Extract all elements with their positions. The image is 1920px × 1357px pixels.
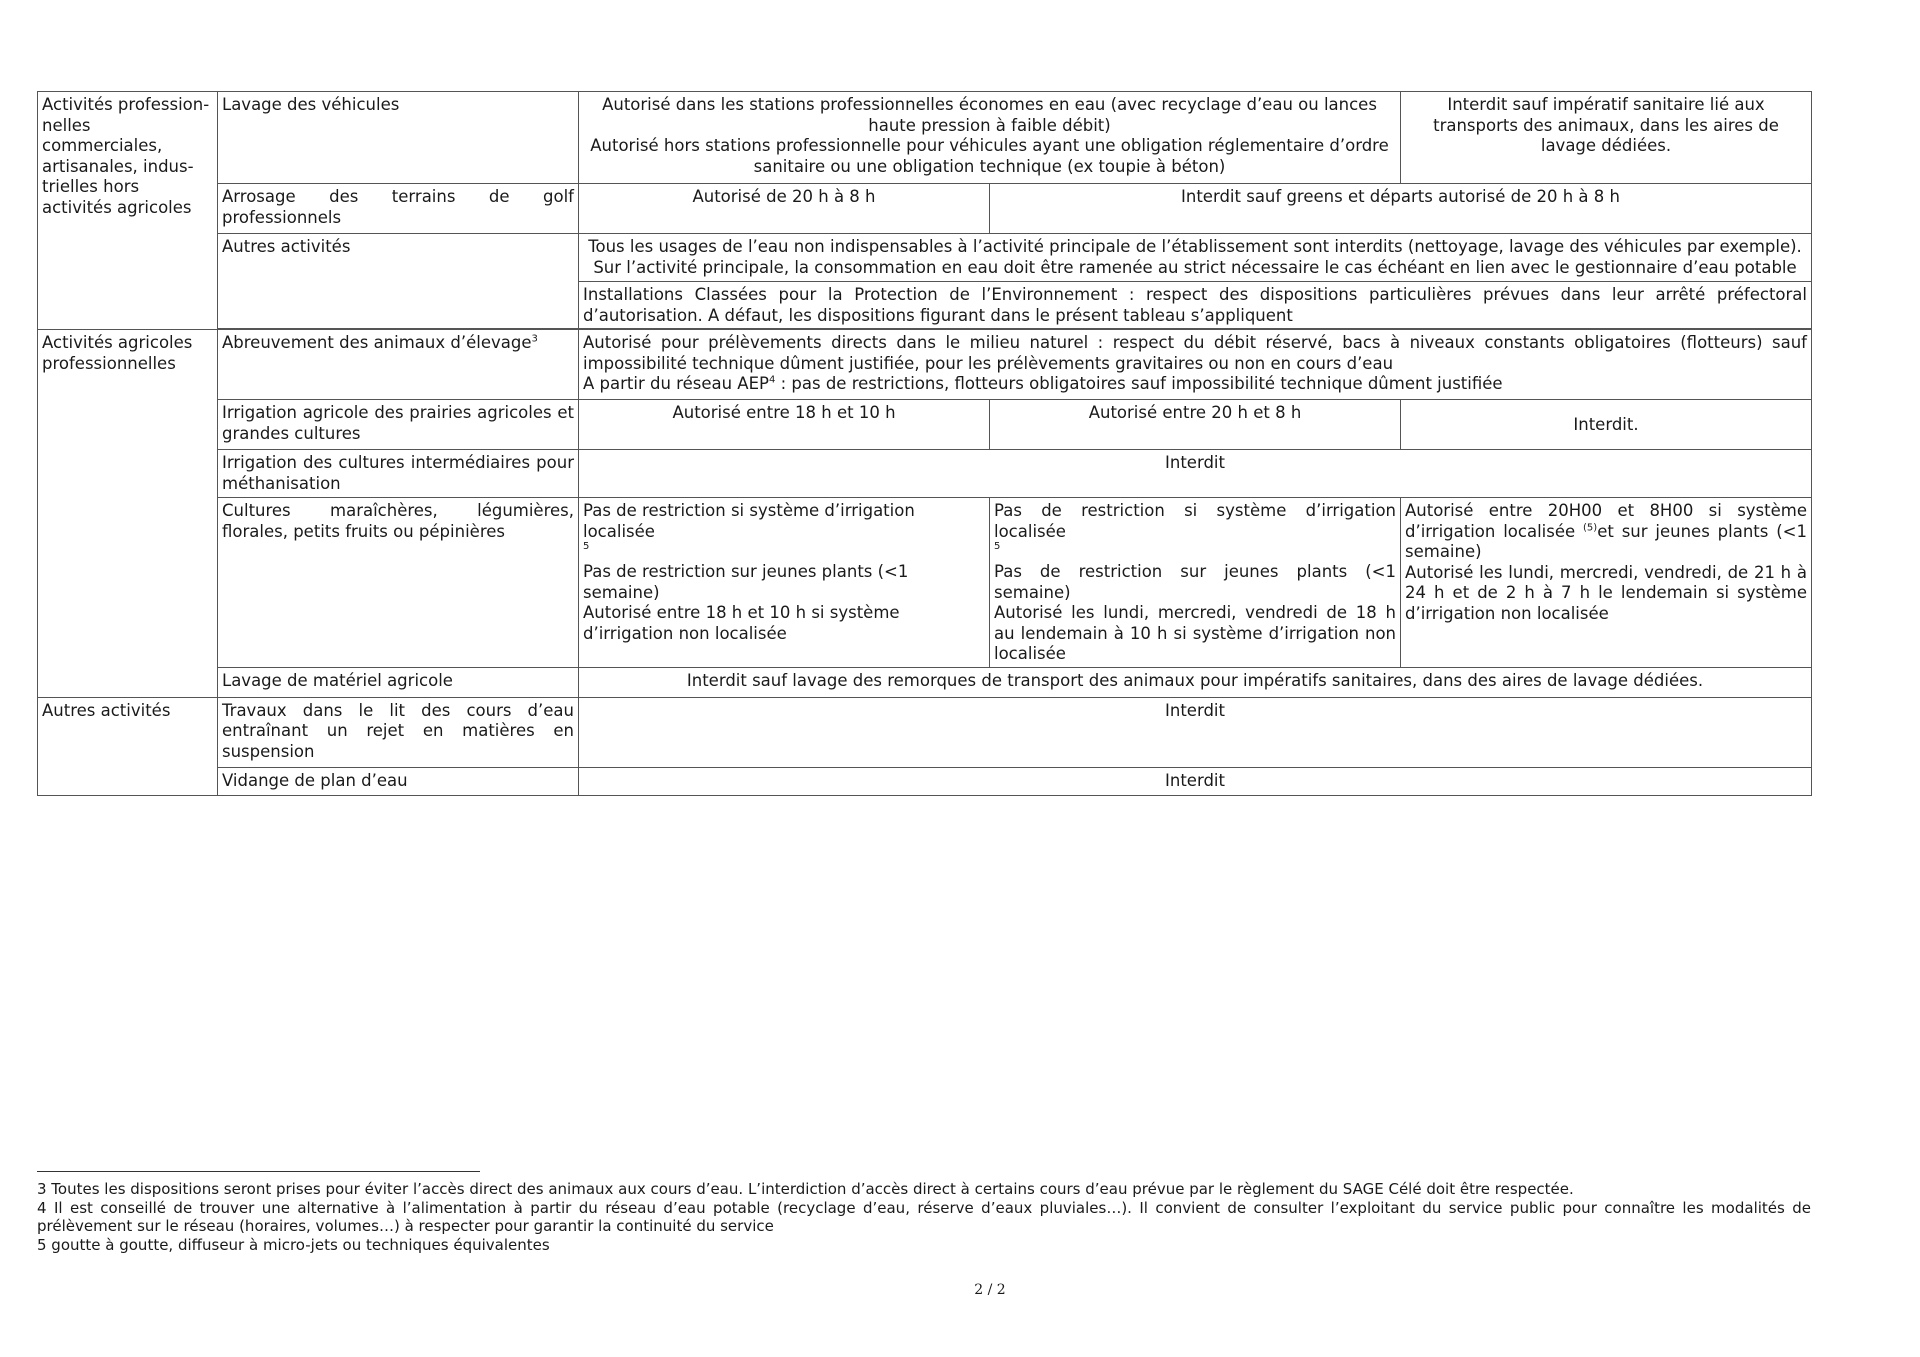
- activity-label: Cultures maraîchères, légumières, florales, petits fruits ou pépinières: [222, 501, 574, 541]
- table-row: [38, 667, 1812, 697]
- rule-cell: [579, 498, 990, 668]
- rule-cell: [579, 697, 1812, 767]
- rule-cell: [990, 400, 1401, 450]
- activity-label: Irrigation agricole des prairies agricoles et grandes cultures: [222, 403, 574, 443]
- rule-cell: [579, 282, 1812, 329]
- rule-cell: [579, 450, 1812, 498]
- rule-text: Interdit: [1165, 453, 1225, 472]
- rule-text: Autorisé entre 18 h et 10 h: [672, 403, 896, 422]
- rule-cell: [990, 184, 1812, 234]
- restrictions-table: [37, 91, 1812, 796]
- rule-cell: [579, 767, 1812, 795]
- category-label: Autres activités: [42, 700, 171, 720]
- activity-cell: [218, 330, 579, 400]
- rule-cell: [579, 92, 1401, 184]
- table-row: [38, 234, 1812, 282]
- activity-label: Vidange de plan d’eau: [222, 770, 408, 790]
- activity-cell: [218, 450, 579, 498]
- rule-text: Interdit sauf lavage des remorques de transport des animaux pour impératifs sanitaires, dans des aires de lavage dédiées.: [686, 670, 1704, 690]
- footnote-5: 5 goutte à goutte, diffuseur à micro-jets ou techniques équivalentes: [37, 1235, 550, 1254]
- rule-cell: [1401, 92, 1812, 184]
- activity-cell: [218, 697, 579, 767]
- rule-text: Autorisé entre 20 h et 8 h: [1088, 403, 1302, 422]
- footnote-ref: (5): [1583, 522, 1598, 533]
- rule-text: Pas de restriction sur jeunes plants (<1 semaine): [994, 562, 1396, 602]
- rule-text: Autorisé pour prélèvements directs dans le milieu naturel : respect du débit réservé, bacs à niveaux constants obligatoires (flotteurs) sauf impossibilité technique dûment justifiée, pour les prélèvements gravitaires ou non en cours d’eau: [583, 333, 1807, 373]
- category-label: Activités agricoles professionnelles: [42, 333, 193, 373]
- activity-cell: [218, 234, 579, 329]
- rule-text: Autorisé entre 18 h et 10 h si système d’irrigation non localisée: [583, 603, 900, 643]
- activity-label: Arrosage des terrains de golf professionnels: [222, 187, 574, 227]
- rule-text: Interdit: [1165, 700, 1225, 720]
- rule-text-part: Autorisé entre 20H00 et 8H00 si système d’irrigation localisée: [1405, 501, 1807, 541]
- rule-text: Autorisé de 20 h à 8 h: [692, 187, 876, 206]
- activity-label: Lavage de matériel agricole: [222, 670, 453, 690]
- rule-cell: [579, 234, 1812, 282]
- rule-text: Interdit: [1165, 770, 1225, 790]
- rule-cell: [990, 498, 1401, 668]
- activity-cell: [218, 767, 579, 795]
- table-row: [38, 498, 1812, 668]
- rule-text: Interdit sauf greens et départs autorisé de 20 h à 8 h: [1181, 187, 1620, 206]
- footnote-4: 4 Il est conseillé de trouver une alternative à l’alimentation à partir du réseau d’eau potable (recyclage d’eau, réserve d’eaux pluviales…). Il convient de consulter l’exploitant du service public pour connaître les modalités de prélèvement sur le réseau (horaires, volumes…) à respecter pour garantir la continuité du service: [37, 1198, 1811, 1235]
- footnote-ref: 5: [994, 541, 1001, 552]
- footnote-ref: 3: [531, 333, 538, 345]
- rule-text: Installations Classées pour la Protection de l’Environnement : respect des dispositions particulières prévues dans leur arrêté préfectoral d’autorisation. A défaut, les dispositions figurant dans le présent tableau s’appliquent: [583, 285, 1807, 325]
- page-number: 2 / 2: [974, 1282, 1006, 1298]
- rule-text: Tous les usages de l’eau non indispensables à l’activité principale de l’établissement sont interdits (nettoyage, lavage des véhicules par exemple). Sur l’activité principale, la consommation en eau doit être ramenée au strict nécessaire le cas échéant en lien avec le gestionnaire d’eau potable: [588, 237, 1802, 277]
- rule-text: Autorisé les lundi, mercredi, vendredi de 18 h au lendemain à 10 h si système d’irrigation non localisée: [994, 603, 1396, 663]
- activity-label: Travaux dans le lit des cours d’eau entraînant un rejet en matières en suspension: [222, 700, 574, 761]
- activity-cell: [218, 498, 579, 668]
- rule-text: Pas de restriction si système d’irrigation localisée: [583, 501, 915, 541]
- rule-text-part: et sur jeunes plants (<1 semaine): [1405, 521, 1807, 561]
- table-row: [38, 330, 1812, 400]
- activity-label: Abreuvement des animaux d’élevage: [222, 333, 532, 352]
- rule-text-part: : pas de restrictions, flotteurs obligatoires sauf impossibilité technique dûment justifiée: [775, 374, 1503, 393]
- footnote-3: 3 Toutes les dispositions seront prises pour éviter l’accès direct des animaux aux cours d’eau. L’interdiction d’accès direct à certains cours d’eau prévue par le règlement du SAGE Célé doit être respectée.: [37, 1180, 1574, 1198]
- category-cell-agricole: [38, 330, 218, 698]
- category-cell-autres: [38, 697, 218, 795]
- rule-text: [583, 374, 1807, 395]
- table-row: [38, 450, 1812, 498]
- table-row: [38, 184, 1812, 234]
- activity-cell: [218, 400, 579, 450]
- rule-cell: [579, 184, 990, 234]
- activity-cell: [218, 667, 579, 697]
- table-row: [38, 767, 1812, 795]
- rule-text: Interdit sauf impératif sanitaire lié aux transports des animaux, dans les aires de lavage dédiées.: [1433, 95, 1779, 155]
- rule-cell: [1401, 400, 1812, 450]
- category-label: Activités profession-nelles commerciales, artisanales, indus-trielles hors activités agricoles: [42, 95, 210, 217]
- footnote-ref: 4: [768, 374, 776, 386]
- rule-cell: [579, 400, 990, 450]
- footnotes: [37, 1180, 1811, 1254]
- table-row: [38, 697, 1812, 767]
- activity-cell: [218, 184, 579, 234]
- rule-text: [1405, 501, 1807, 563]
- table-row: [38, 400, 1812, 450]
- activity-label: Lavage des véhicules: [222, 95, 400, 114]
- table-row: [38, 92, 1812, 184]
- activity-label: Irrigation des cultures intermédiaires pour méthanisation: [222, 453, 574, 493]
- footnote-ref: 5: [583, 541, 590, 552]
- rule-text: Interdit.: [1573, 414, 1639, 434]
- category-cell-commercial: [38, 92, 218, 330]
- activity-cell: [218, 92, 579, 184]
- rule-text: Pas de restriction si système d’irrigation localisée: [994, 501, 1396, 541]
- rule-text: Autorisé hors stations professionnelle pour véhicules ayant une obligation réglementaire d’ordre sanitaire ou une obligation technique (ex toupie à béton): [590, 136, 1389, 176]
- rule-cell: [1401, 498, 1812, 668]
- footnote-separator: [37, 1171, 480, 1172]
- rule-text-part: A partir du réseau AEP: [583, 374, 769, 393]
- activity-label: Autres activités: [222, 237, 351, 256]
- rule-text: Autorisé dans les stations professionnelles économes en eau (avec recyclage d’eau ou lances haute pression à faible débit): [602, 95, 1377, 135]
- rule-text: Autorisé les lundi, mercredi, vendredi, de 21 h à 24 h et de 2 h à 7 h le lendemain si système d’irrigation non localisée: [1405, 562, 1807, 623]
- rule-cell: [579, 330, 1812, 400]
- rule-cell: [579, 667, 1812, 697]
- rule-text: Pas de restriction sur jeunes plants (<1 semaine): [583, 562, 909, 602]
